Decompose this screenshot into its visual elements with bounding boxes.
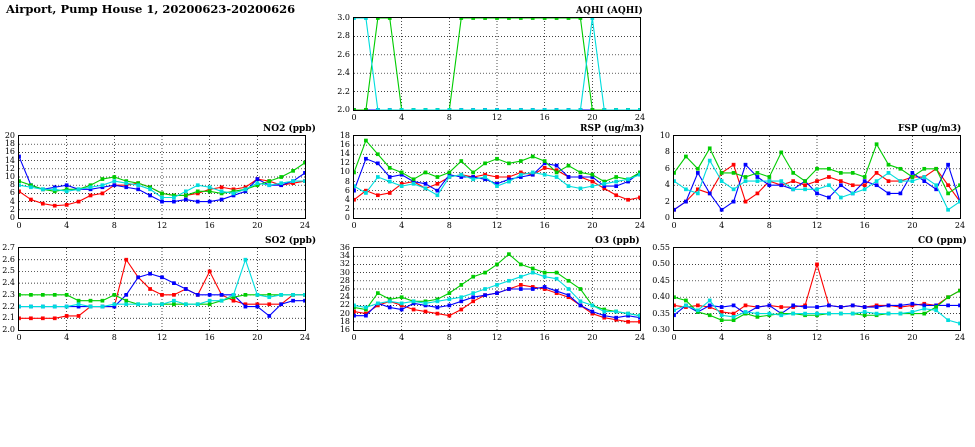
plot-svg-co: [674, 248, 960, 330]
x-tick-label: 12: [156, 221, 168, 230]
x-tick-label: 0: [351, 333, 357, 342]
x-tick-label: 8: [111, 333, 117, 342]
y-tick-label: 0: [9, 213, 15, 222]
y-tick-label: 2.2: [337, 86, 350, 96]
y-tick-label: 8: [344, 176, 350, 186]
x-tick-label: 20: [907, 333, 918, 342]
x-tick-label: 16: [539, 333, 550, 342]
x-tick-label: 8: [446, 221, 452, 230]
chart-title-rsp: RSP (ug/m3): [580, 124, 645, 134]
y-tick-label: 6: [9, 188, 15, 198]
y-tick-label: 16: [339, 325, 350, 334]
x-tick-label: 0: [16, 333, 22, 342]
x-tick-label: 16: [539, 113, 550, 122]
x-tick-label: 12: [491, 333, 503, 342]
x-tick-label: 4: [399, 113, 405, 122]
x-tick-label: 8: [766, 333, 772, 342]
y-tick-label: 2.0: [337, 105, 350, 114]
y-tick-label: 2: [9, 204, 15, 214]
y-tick-label: 4: [664, 180, 670, 190]
y-tick-label: 2: [664, 196, 670, 206]
y-tick-label: 4: [9, 196, 15, 206]
x-tick-label: 20: [587, 333, 598, 342]
x-tick-label: 24: [299, 333, 311, 342]
y-tick-label: 2.5: [2, 266, 15, 276]
y-tick-label: 12: [4, 163, 15, 173]
x-tick-label: 24: [299, 221, 311, 230]
chart-title-fsp: FSP (ug/m3): [898, 124, 962, 134]
y-tick-label: 0.45: [652, 275, 670, 285]
x-tick-label: 8: [111, 221, 117, 230]
x-tick-label: 8: [446, 113, 452, 122]
x-tick-label: 16: [204, 221, 215, 230]
chart-title-aqhi: AQHI (AQHI): [576, 6, 643, 16]
y-tick-label: 12: [339, 158, 350, 168]
x-tick-label: 4: [64, 333, 70, 342]
y-tick-label: 10: [4, 172, 15, 181]
chart-title-so2: SO2 (ppb): [265, 236, 317, 246]
y-tick-label: 2.8: [337, 31, 350, 41]
x-tick-label: 24: [954, 221, 966, 230]
y-tick-label: 32: [339, 259, 350, 269]
x-tick-label: 4: [719, 221, 725, 230]
y-tick-label: 30: [339, 267, 350, 277]
x-tick-label: 12: [491, 113, 503, 122]
x-tick-label: 24: [634, 221, 646, 230]
plot-area-so2: [18, 247, 306, 331]
y-tick-label: 2: [344, 203, 350, 213]
page-title: Airport, Pump House 1, 20200623-20200626: [6, 2, 296, 16]
x-tick-label: 12: [811, 333, 823, 342]
y-tick-label: 6: [344, 185, 350, 195]
plot-svg-fsp: [674, 136, 960, 218]
y-tick-label: 2.4: [337, 68, 350, 78]
plot-area-co: [673, 247, 961, 331]
x-tick-label: 4: [399, 221, 405, 230]
x-tick-label: 24: [634, 333, 646, 342]
y-tick-label: 18: [339, 131, 350, 140]
y-tick-label: 2.4: [2, 278, 15, 288]
x-tick-label: 24: [954, 333, 966, 342]
plot-svg-o3: [354, 248, 640, 330]
x-tick-label: 4: [719, 333, 725, 342]
x-tick-label: 20: [587, 113, 598, 122]
plot-area-aqhi: [353, 17, 641, 111]
x-tick-label: 16: [859, 221, 870, 230]
y-tick-label: 2.6: [2, 254, 15, 264]
y-tick-label: 36: [339, 243, 350, 252]
chart-title-no2: NO2 (ppb): [263, 124, 316, 134]
y-tick-label: 34: [339, 251, 350, 261]
y-tick-label: 2.6: [337, 49, 350, 59]
y-tick-label: 0.30: [652, 325, 670, 334]
y-tick-label: 0: [664, 213, 670, 222]
x-tick-label: 0: [16, 221, 22, 230]
y-tick-label: 26: [339, 284, 350, 293]
y-tick-label: 0.35: [652, 308, 670, 318]
plot-svg-aqhi: [354, 18, 640, 110]
x-tick-label: 0: [671, 221, 677, 230]
y-tick-label: 0.55: [652, 243, 670, 252]
chart-title-co: CO (ppm): [918, 236, 967, 246]
x-tick-label: 20: [587, 221, 598, 230]
x-tick-label: 16: [539, 221, 550, 230]
y-tick-label: 20: [339, 308, 350, 318]
y-tick-label: 28: [339, 275, 350, 285]
plot-svg-so2: [19, 248, 305, 330]
x-tick-label: 0: [351, 221, 357, 230]
y-tick-label: 18: [4, 139, 15, 149]
plot-svg-rsp: [354, 136, 640, 218]
y-tick-label: 4: [344, 194, 350, 204]
y-tick-label: 16: [4, 147, 15, 157]
y-tick-label: 2.2: [2, 301, 15, 311]
y-tick-label: 2.0: [2, 325, 15, 334]
plot-area-rsp: [353, 135, 641, 219]
y-tick-label: 22: [339, 300, 350, 310]
x-tick-label: 20: [252, 333, 263, 342]
y-tick-label: 8: [9, 180, 15, 190]
x-tick-label: 12: [491, 221, 503, 230]
chart-title-o3: O3 (ppb): [595, 236, 640, 246]
plot-area-fsp: [673, 135, 961, 219]
plot-area-no2: [18, 135, 306, 219]
x-tick-label: 24: [634, 113, 646, 122]
x-tick-label: 0: [351, 113, 357, 122]
x-tick-label: 12: [156, 333, 168, 342]
y-tick-label: 6: [664, 163, 670, 173]
y-tick-label: 0.40: [652, 292, 670, 302]
x-tick-label: 20: [252, 221, 263, 230]
x-tick-label: 4: [64, 221, 70, 230]
y-tick-label: 18: [339, 316, 350, 326]
plot-svg-no2: [19, 136, 305, 218]
x-tick-label: 8: [766, 221, 772, 230]
y-tick-label: 14: [4, 155, 15, 165]
y-tick-label: 14: [339, 149, 350, 159]
y-tick-label: 0: [344, 213, 350, 222]
x-tick-label: 12: [811, 221, 823, 230]
x-tick-label: 4: [399, 333, 405, 342]
x-tick-label: 20: [907, 221, 918, 230]
y-tick-label: 16: [339, 140, 350, 150]
y-tick-label: 2.1: [2, 313, 15, 323]
y-tick-label: 2.7: [2, 243, 15, 252]
y-tick-label: 8: [664, 147, 670, 157]
y-tick-label: 10: [339, 167, 350, 177]
y-tick-label: 2.3: [2, 289, 15, 299]
y-tick-label: 0.50: [652, 259, 670, 269]
x-tick-label: 16: [204, 333, 215, 342]
x-tick-label: 8: [446, 333, 452, 342]
y-tick-label: 3.0: [337, 13, 350, 22]
x-tick-label: 16: [859, 333, 870, 342]
plot-area-o3: [353, 247, 641, 331]
y-tick-label: 24: [339, 292, 350, 302]
y-tick-label: 10: [659, 131, 670, 140]
x-tick-label: 0: [671, 333, 677, 342]
y-tick-label: 20: [4, 131, 15, 140]
